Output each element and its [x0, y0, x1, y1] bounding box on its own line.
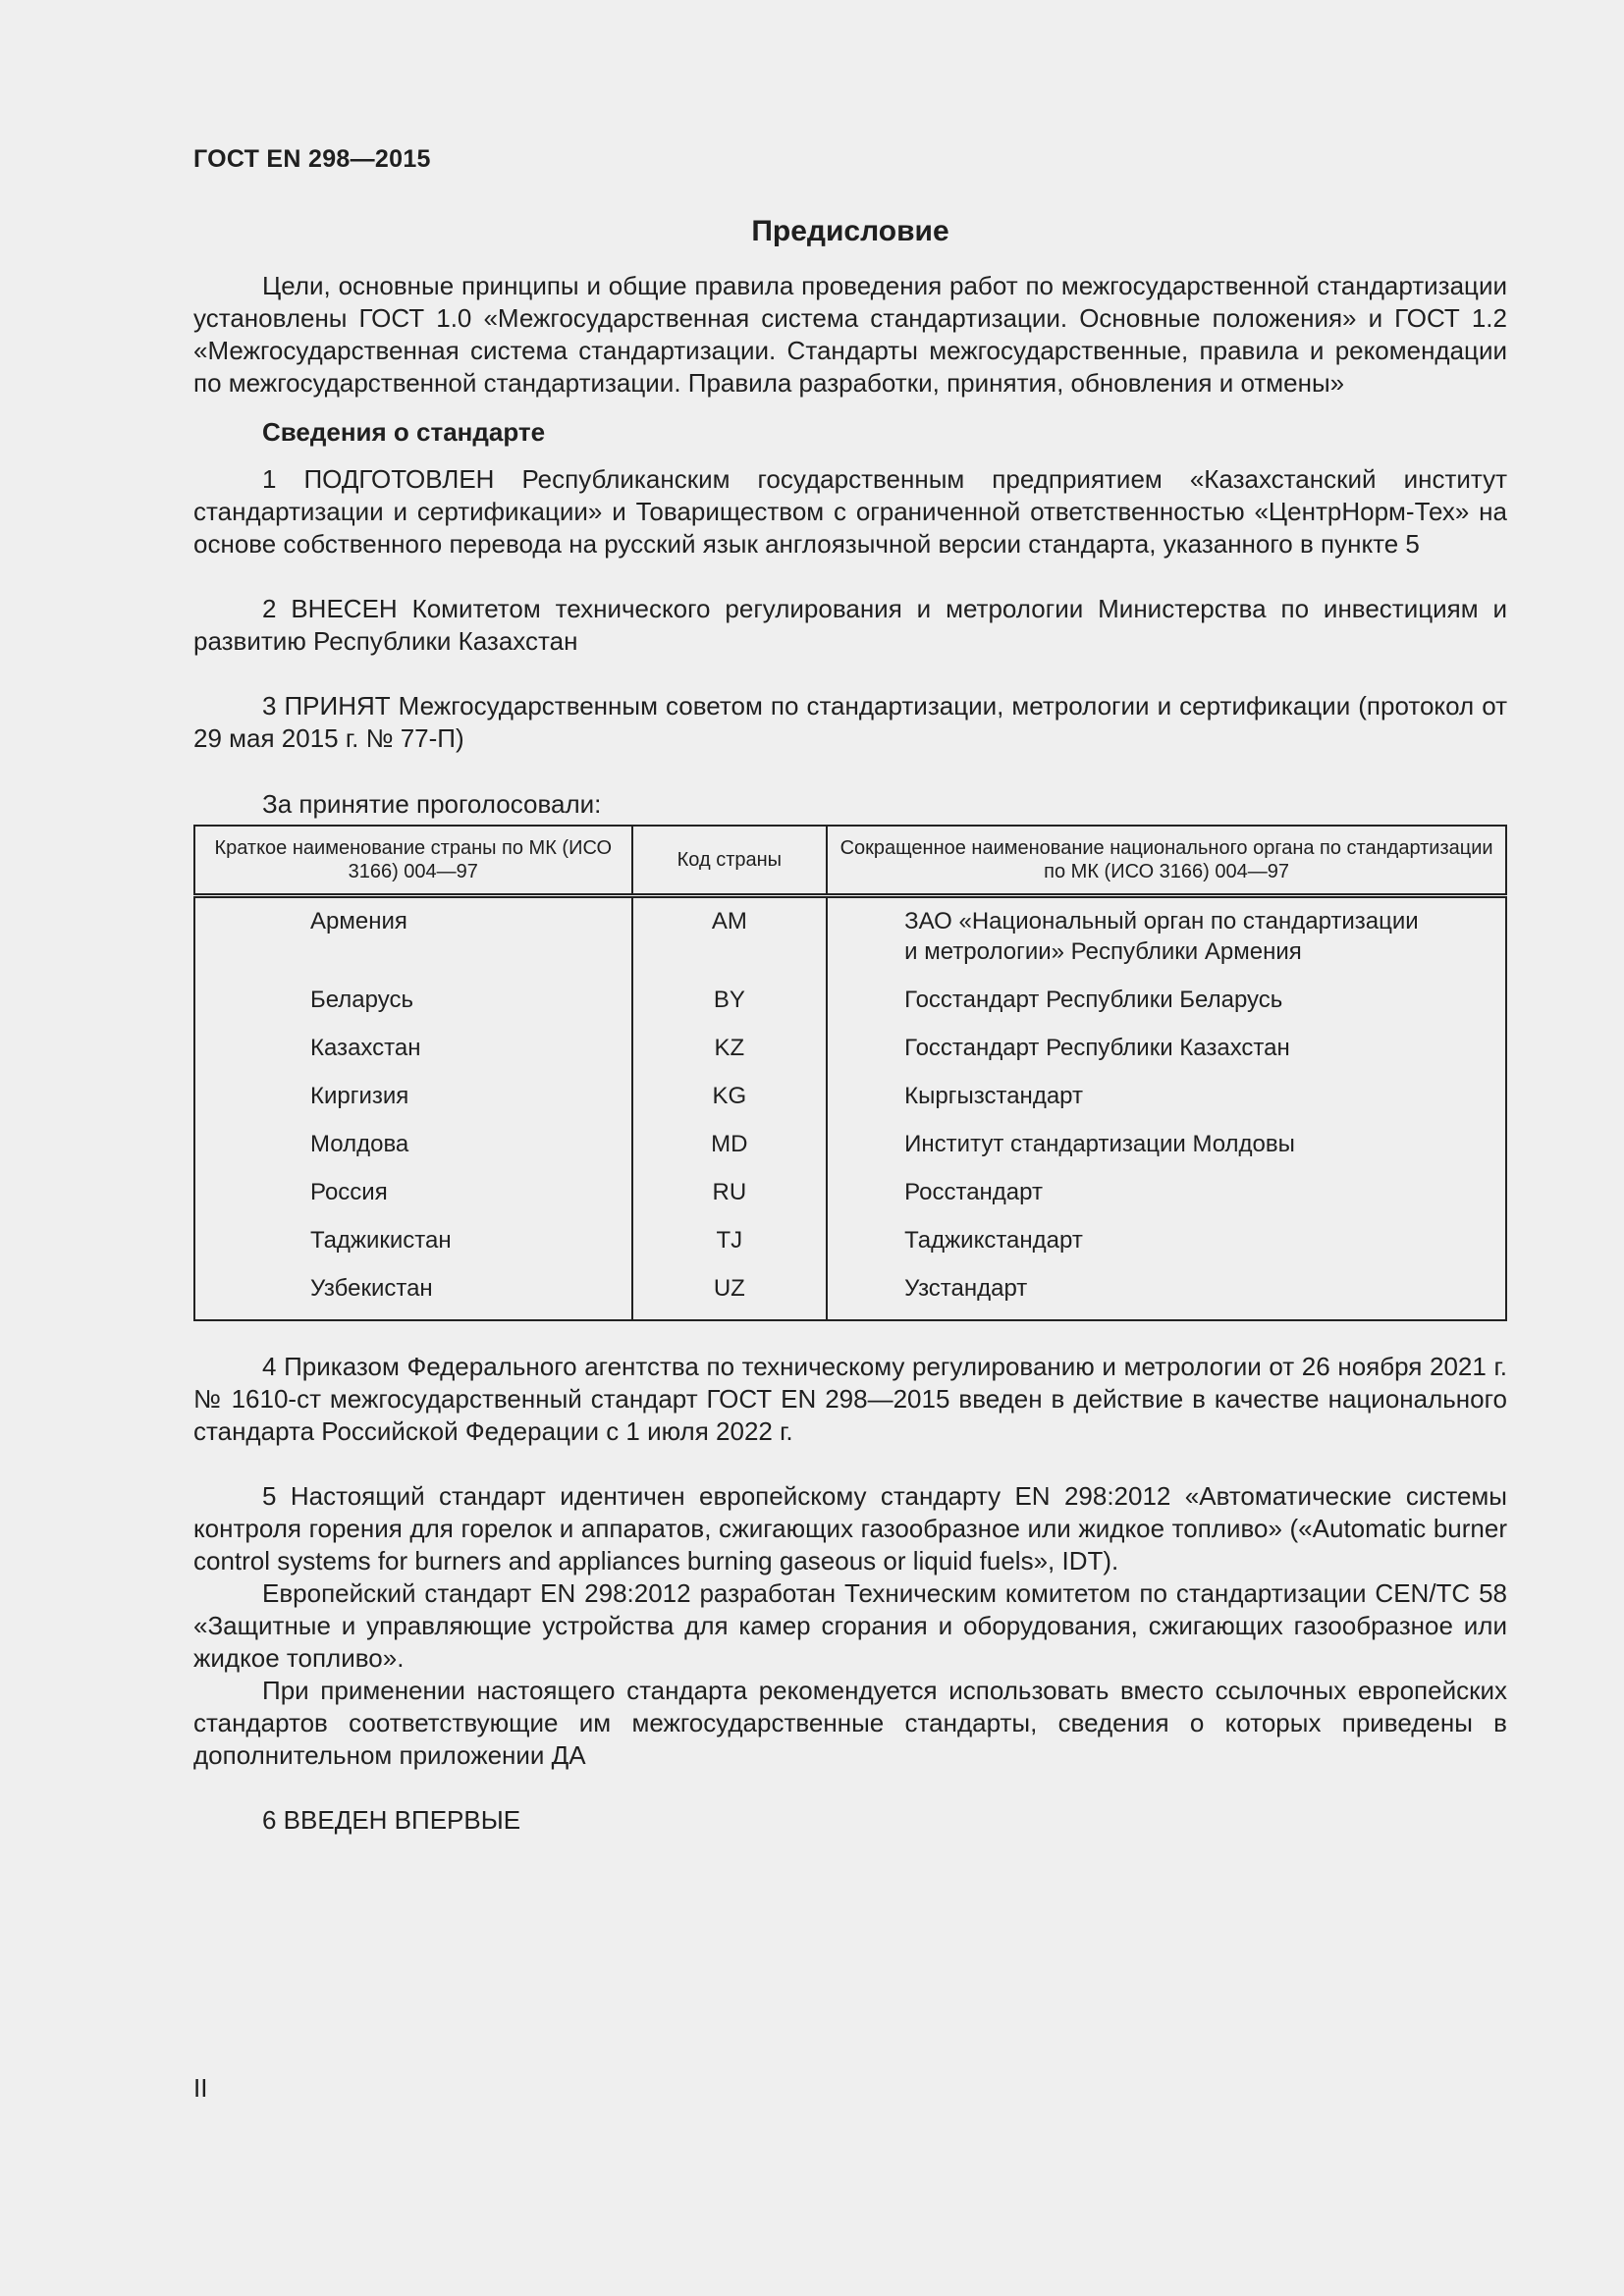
country-cell: Армения — [194, 896, 632, 986]
intro-paragraph: Цели, основные принципы и общие правила проведения работ по межгосударственной стандартизации установлены ГОСТ 1.0 «Межгосударственная система стандартизации. Основные положения» и ГОСТ 1.2 «Межгосударственная система стандартизации. Стандарты межгосударственные, правила и рекомендации по межгосударственной стандартизации. Правила разработки, принятия, обновления и отмены» — [193, 271, 1507, 398]
header-country: Краткое наименование страны по МК (ИСО 3166) 004—97 — [194, 826, 632, 896]
item-5-paragraph: 5 Настоящий стандарт идентичен европейскому стандарту EN 298:2012 «Автоматические системы контроля горения для горелок и аппаратов, сжигающих газообразное или жидкое топливо» («Automatic burner control systems for burners and appliances burning gaseous or liquid fuels», IDT). — [193, 1481, 1507, 1575]
org-cell: Госстандарт Республики Беларусь — [827, 985, 1506, 1033]
country-cell: Россия — [194, 1177, 632, 1225]
table-row — [194, 985, 1506, 1033]
page-title: Предисловие — [751, 215, 949, 247]
table-header-row — [194, 826, 1506, 896]
section-title: Сведения о стандарте — [262, 417, 546, 447]
item-5-application-paragraph: При применении настоящего стандарта рекомендуется использовать вместо ссылочных европейских стандартов соответствующие им межгосударственные стандарты, сведения о которых приведены в дополнительном приложении ДА — [193, 1676, 1507, 1770]
country-cell: Молдова — [194, 1129, 632, 1177]
org-line: ЗАО «Национальный орган по стандартизации — [904, 908, 1419, 934]
vote-label: За принятие проголосовали: — [262, 789, 602, 819]
code-cell: UZ — [632, 1273, 828, 1320]
country-cell: Киргизия — [194, 1081, 632, 1129]
table-row — [194, 1129, 1506, 1177]
header-org: Сокращенное наименование национального органа по стандартизации по МК (ИСО 3166) 004—97 — [827, 826, 1506, 896]
org-line: и метрологии» Республики Армения — [904, 938, 1302, 965]
code-cell: KG — [632, 1081, 828, 1129]
code-cell: KZ — [632, 1033, 828, 1081]
code-cell: TJ — [632, 1225, 828, 1273]
item-3-paragraph: 3 ПРИНЯТ Межгосударственным советом по стандартизации, метрологии и сертификации (протокол от 29 мая 2015 г. № 77-П) — [193, 691, 1507, 753]
country-cell: Казахстан — [194, 1033, 632, 1081]
item-6-paragraph: 6 ВВЕДЕН ВПЕРВЫЕ — [262, 1805, 521, 1835]
table-row — [194, 1225, 1506, 1273]
header-code: Код страны — [632, 826, 828, 896]
country-cell: Узбекистан — [194, 1273, 632, 1320]
table-row — [194, 1081, 1506, 1129]
table-row — [194, 1177, 1506, 1225]
org-cell: Таджикстандарт — [827, 1225, 1506, 1273]
table-row — [194, 1273, 1506, 1320]
voting-table — [193, 825, 1507, 1321]
code-cell: AM — [632, 896, 828, 986]
code-cell: BY — [632, 985, 828, 1033]
page-number: II — [193, 2073, 208, 2103]
org-cell: Кыргызстандарт — [827, 1081, 1506, 1129]
country-cell: Таджикистан — [194, 1225, 632, 1273]
table-row — [194, 1033, 1506, 1081]
code-cell: MD — [632, 1129, 828, 1177]
org-cell: Росстандарт — [827, 1177, 1506, 1225]
item-5-european-paragraph: Европейский стандарт EN 298:2012 разработан Техническим комитетом по стандартизации CEN/TC 58 «Защитные и управляющие устройства для камер сгорания и оборудования, сжигающих газообразное или жидкое топливо». — [193, 1578, 1507, 1673]
country-cell: Беларусь — [194, 985, 632, 1033]
item-2-paragraph: 2 ВНЕСЕН Комитетом технического регулирования и метрологии Министерства по инвестициям и развитию Республики Казахстан — [193, 594, 1507, 656]
org-cell: Госстандарт Республики Казахстан — [827, 1033, 1506, 1081]
code-cell: RU — [632, 1177, 828, 1225]
item-1-paragraph: 1 ПОДГОТОВЛЕН Республиканским государственным предприятием «Казахстанский институт стандартизации и сертификации» и Товариществом с ограниченной ответственностью «ЦентрНорм-Тех» на основе собственного перевода на русский язык англоязычной версии стандарта, указанного в пункте 5 — [193, 464, 1507, 559]
item-4-paragraph: 4 Приказом Федерального агентства по техническому регулированию и метрологии от 26 ноября 2021 г. № 1610-ст межгосударственный стандарт ГОСТ EN 298—2015 введен в действие в качестве национального стандарта Российской Федерации с 1 июля 2022 г. — [193, 1352, 1507, 1446]
document-page — [193, 145, 1507, 1837]
org-cell: Узстандарт — [827, 1273, 1506, 1320]
table-row — [194, 896, 1506, 986]
org-cell: Институт стандартизации Молдовы — [827, 1129, 1506, 1177]
document-id: ГОСТ EN 298—2015 — [193, 145, 431, 173]
org-cell — [827, 896, 1506, 986]
